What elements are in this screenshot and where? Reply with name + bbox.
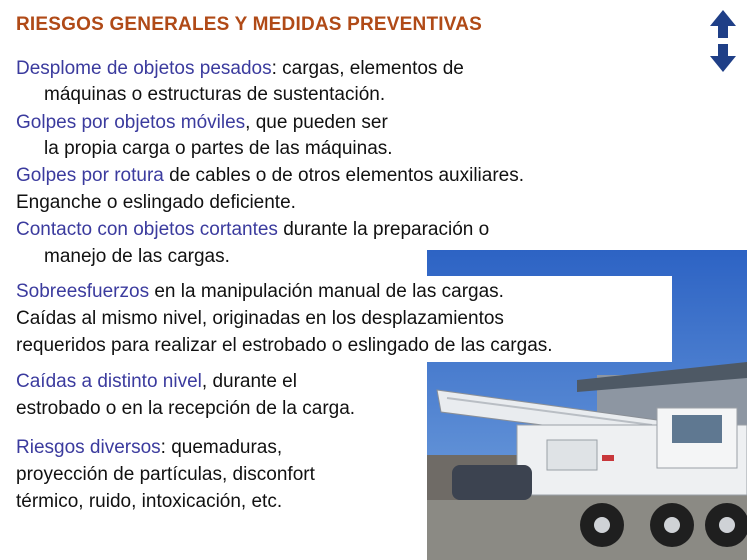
risk-item-3	[16, 165, 524, 187]
risk-term: Desplome de objetos pesados	[16, 58, 272, 79]
risk-item-2-line-2: la propia carga o partes de las máquinas.	[44, 138, 393, 159]
risk-item-9-line-3: térmico, ruido, intoxicación, etc.	[16, 491, 283, 512]
risk-item-6	[16, 281, 504, 303]
risk-term: Sobreesfuerzos	[16, 281, 150, 302]
risk-term: Caídas a distinto nivel	[16, 371, 202, 392]
risk-text: en la manipulación manual de las cargas.	[149, 281, 504, 302]
risk-item-5-line-2: manejo de las cargas.	[44, 246, 230, 267]
risk-term: Golpes por objetos móviles	[16, 112, 246, 133]
risk-term: Riesgos diversos	[16, 437, 161, 458]
risk-item-9-line-2: proyección de partículas, disconfort	[16, 464, 315, 485]
arrow-down-icon[interactable]	[710, 44, 736, 72]
risk-item-9-line-1	[16, 437, 282, 459]
risk-item-1-line-1	[16, 58, 464, 80]
risk-item-2-line-1	[16, 112, 388, 134]
risk-text: : cargas, elementos de	[271, 58, 464, 79]
risk-item-7-line-1: Caídas al mismo nivel, originadas en los desplazamientos	[16, 308, 504, 329]
navigation-arrows[interactable]	[706, 8, 740, 74]
risk-item-7-line-2: requeridos para realizar el estrobado o eslingado de las cargas.	[16, 335, 553, 356]
risk-term: Golpes por rotura	[16, 165, 164, 186]
risk-item-8-line-2: estrobado o en la recepción de la carga.	[16, 398, 356, 419]
risk-item-1-line-2: máquinas o estructuras de sustentación.	[44, 84, 386, 105]
risk-text: durante la preparación o	[277, 219, 490, 240]
risk-text: : quemaduras,	[160, 437, 283, 458]
risk-text: , que pueden ser	[245, 112, 388, 133]
risk-item-4: Enganche o eslingado deficiente.	[16, 192, 296, 213]
arrow-up-icon[interactable]	[710, 10, 736, 38]
risk-text: , durante el	[201, 371, 297, 392]
risk-item-8-line-1	[16, 371, 297, 393]
page-title: RIESGOS GENERALES Y MEDIDAS PREVENTIVAS	[16, 14, 483, 35]
risk-item-5-line-1	[16, 219, 489, 241]
risk-term: Contacto con objetos cortantes	[16, 219, 278, 240]
risk-text: de cables o de otros elementos auxiliares.	[163, 165, 525, 186]
